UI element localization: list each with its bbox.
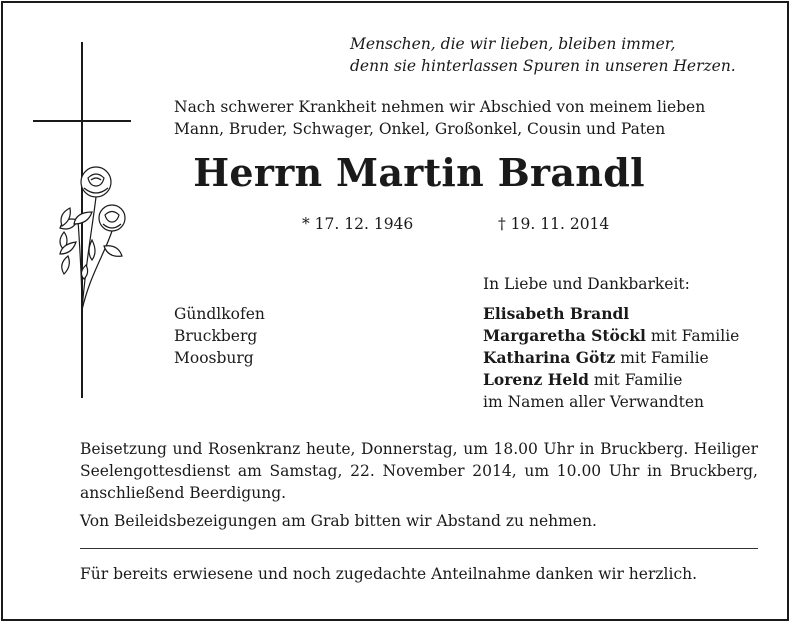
mourner-name: Lorenz Held [483, 370, 589, 389]
mourner-entry [483, 303, 629, 325]
poem-line-1: Menschen, die wir lieben, bleiben immer, [350, 35, 676, 53]
mourner-suffix: mit Familie [645, 327, 740, 345]
mourner-name: Katharina Götz [483, 348, 616, 367]
mourners-closing: im Namen aller Verwandten [483, 393, 704, 411]
mourner-suffix: mit Familie [588, 371, 683, 389]
intro-line-1: Nach schwerer Krankheit nehmen wir Abschied von meinem lieben [174, 98, 706, 116]
mourner-name: Margaretha Stöckl [483, 326, 646, 345]
death-date: † 19. 11. 2014 [498, 215, 610, 233]
birth-date: * 17. 12. 1946 [302, 215, 414, 233]
mourner-entry [483, 325, 739, 347]
poem-line-2: denn sie hinterlassen Spuren in unseren Herzen. [350, 57, 736, 75]
place-1: Gündlkofen [174, 305, 265, 323]
deceased-name: Herrn Martin Brandl [193, 150, 645, 195]
cross-horizontal-bar [33, 120, 131, 122]
intro-line-2: Mann, Bruder, Schwager, Onkel, Großonkel, Cousin und Paten [174, 120, 666, 138]
mourners-heading: In Liebe und Dankbarkeit: [483, 275, 690, 293]
mourner-entry [483, 347, 709, 369]
mourner-entry [483, 369, 682, 391]
condolence-text: Von Beileidsbezeigungen am Grab bitten wir Abstand zu nehmen. [80, 512, 597, 530]
place-3: Moosburg [174, 349, 254, 367]
mourner-name: Elisabeth Brandl [483, 304, 630, 323]
place-2: Bruckberg [174, 327, 258, 345]
mourner-suffix: mit Familie [615, 349, 709, 367]
funeral-text: Beisetzung und Rosenkranz heute, Donnerstag, um 18.00 Uhr in Bruckberg. Heiliger Seelengottesdienst am Samstag, 22. November 2014, um 10.00 Uhr in Bruckberg, anschließend Beerdigung. [80, 440, 758, 502]
thanks-text: Für bereits erwiesene und noch zugedachte Anteilnahme danken wir herzlich. [80, 565, 698, 583]
divider [80, 548, 758, 549]
